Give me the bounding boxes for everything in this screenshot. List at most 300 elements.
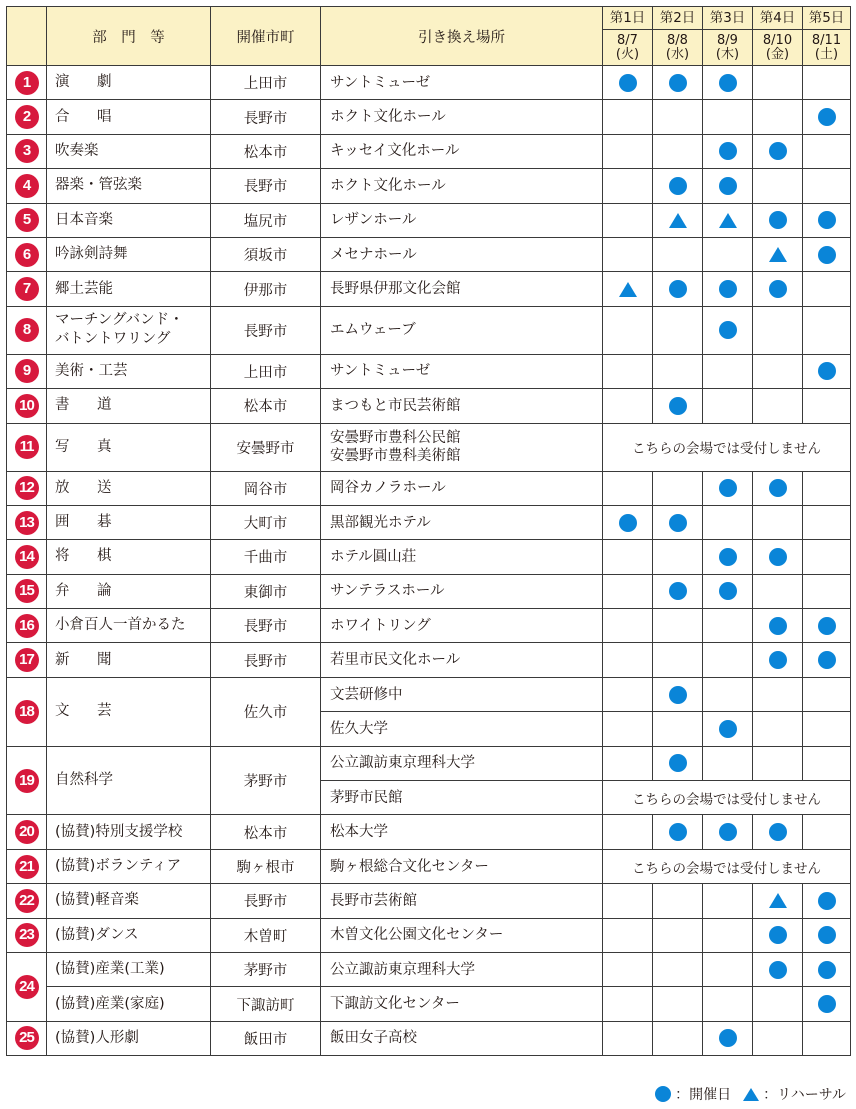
triangle-icon xyxy=(769,247,787,262)
day-cell xyxy=(803,609,851,643)
day-cell xyxy=(653,540,703,574)
table-row xyxy=(7,237,851,271)
header-day-label: 第2日 xyxy=(653,7,703,30)
dept-cell: 写真 xyxy=(47,423,211,471)
circle-icon xyxy=(719,142,737,160)
place-cell: 駒ヶ根総合文化センター xyxy=(321,849,603,883)
day-cell xyxy=(653,677,703,711)
day-cell xyxy=(703,1021,753,1055)
number-badge: 9 xyxy=(15,359,39,383)
number-cell xyxy=(7,849,47,883)
not-accepted-note: こちらの会場では受付しません xyxy=(603,849,851,883)
number-badge: 17 xyxy=(15,648,39,672)
day-cell xyxy=(603,100,653,134)
city-cell: 駒ヶ根市 xyxy=(211,849,321,883)
day-cell xyxy=(603,712,653,746)
number-cell xyxy=(7,237,47,271)
circle-icon xyxy=(669,582,687,600)
day-cell xyxy=(603,677,653,711)
circle-icon xyxy=(818,246,836,264)
day-cell xyxy=(803,540,851,574)
table-row xyxy=(7,746,851,780)
day-cell xyxy=(653,354,703,388)
circle-icon xyxy=(818,995,836,1013)
day-cell xyxy=(703,134,753,168)
number-badge: 25 xyxy=(15,1026,39,1050)
dept-cell: (協賛)ボランティア xyxy=(47,849,211,883)
place-cell: 茅野市民館 xyxy=(321,781,603,815)
place-cell: ホテル圓山荘 xyxy=(321,540,603,574)
city-cell: 佐久市 xyxy=(211,677,321,746)
place-cell: 岡谷カノラホール xyxy=(321,471,603,505)
triangle-icon xyxy=(743,1088,759,1101)
dept-cell: (協賛)人形劇 xyxy=(47,1021,211,1055)
circle-icon xyxy=(669,823,687,841)
day-cell xyxy=(753,574,803,608)
day-cell xyxy=(803,884,851,918)
circle-icon xyxy=(669,514,687,532)
number-badge: 21 xyxy=(15,855,39,879)
number-badge: 1 xyxy=(15,71,39,95)
number-cell xyxy=(7,746,47,815)
day-cell xyxy=(753,712,803,746)
day-cell xyxy=(803,677,851,711)
day-cell xyxy=(653,987,703,1021)
table-row xyxy=(7,849,851,883)
number-cell xyxy=(7,169,47,203)
dept-line: バトントワリング xyxy=(55,331,171,348)
day-cell xyxy=(653,100,703,134)
place-cell: 公立諏訪東京理科大学 xyxy=(321,952,603,986)
day-cell xyxy=(803,389,851,423)
circle-icon xyxy=(818,926,836,944)
number-cell xyxy=(7,643,47,677)
table-row xyxy=(7,306,851,354)
city-cell: 安曇野市 xyxy=(211,423,321,471)
city-cell: 松本市 xyxy=(211,389,321,423)
day-cell xyxy=(753,100,803,134)
day-cell xyxy=(603,237,653,271)
number-badge: 22 xyxy=(15,889,39,913)
day-cell xyxy=(603,609,653,643)
circle-icon xyxy=(655,1086,671,1102)
day-cell xyxy=(653,66,703,100)
day-cell xyxy=(753,884,803,918)
number-cell xyxy=(7,1021,47,1055)
day-cell xyxy=(753,677,803,711)
day-cell xyxy=(653,169,703,203)
day-cell xyxy=(653,1021,703,1055)
place-cell: 文芸研修中 xyxy=(321,677,603,711)
day-cell xyxy=(753,1021,803,1055)
day-cell xyxy=(703,66,753,100)
circle-icon xyxy=(818,961,836,979)
dept-cell: (協賛)産業(工業) xyxy=(47,952,211,986)
number-badge: 7 xyxy=(15,277,39,301)
number-badge: 11 xyxy=(15,435,39,459)
circle-icon xyxy=(769,548,787,566)
date-text: 8/9 xyxy=(717,32,738,48)
table-body xyxy=(7,66,851,1056)
city-cell: 須坂市 xyxy=(211,237,321,271)
dept-cell: (協賛)軽音楽 xyxy=(47,884,211,918)
day-cell xyxy=(653,306,703,354)
number-cell xyxy=(7,423,47,471)
day-cell xyxy=(603,815,653,849)
city-cell: 大町市 xyxy=(211,505,321,539)
circle-icon xyxy=(719,582,737,600)
day-cell xyxy=(703,987,753,1021)
day-cell xyxy=(803,354,851,388)
circle-icon xyxy=(769,651,787,669)
date-text: 8/10 xyxy=(762,32,793,48)
day-cell xyxy=(803,169,851,203)
header-place: 引き換え場所 xyxy=(321,7,603,66)
day-cell xyxy=(803,237,851,271)
table-row xyxy=(7,134,851,168)
circle-icon xyxy=(669,74,687,92)
day-cell xyxy=(603,1021,653,1055)
day-cell xyxy=(803,643,851,677)
circle-icon xyxy=(818,892,836,910)
weekday-text: (水) xyxy=(665,46,690,62)
date-text: 8/8 xyxy=(667,32,688,48)
number-badge: 19 xyxy=(15,769,39,793)
day-cell xyxy=(703,389,753,423)
day-cell xyxy=(653,712,703,746)
day-cell xyxy=(703,306,753,354)
dept-cell: (協賛)産業(家庭) xyxy=(47,987,211,1021)
day-cell xyxy=(653,471,703,505)
dept-cell: 新聞 xyxy=(47,643,211,677)
day-cell xyxy=(703,100,753,134)
city-cell: 長野市 xyxy=(211,884,321,918)
triangle-icon xyxy=(719,213,737,228)
number-cell xyxy=(7,918,47,952)
day-cell xyxy=(703,471,753,505)
dept-cell: 小倉百人一首かるた xyxy=(47,609,211,643)
circle-icon xyxy=(719,280,737,298)
day-cell xyxy=(753,815,803,849)
day-cell xyxy=(803,574,851,608)
city-cell: 長野市 xyxy=(211,100,321,134)
place-cell: 長野市芸術館 xyxy=(321,884,603,918)
day-cell xyxy=(803,918,851,952)
circle-icon xyxy=(719,479,737,497)
table-row xyxy=(7,66,851,100)
number-badge: 12 xyxy=(15,476,39,500)
dept-cell: 文芸 xyxy=(47,677,211,746)
day-cell xyxy=(803,952,851,986)
dept-cell: 演劇 xyxy=(47,66,211,100)
day-cell xyxy=(703,952,753,986)
circle-icon xyxy=(769,617,787,635)
table-row xyxy=(7,918,851,952)
number-cell xyxy=(7,505,47,539)
day-cell xyxy=(603,918,653,952)
city-cell: 東御市 xyxy=(211,574,321,608)
day-cell xyxy=(703,884,753,918)
day-cell xyxy=(753,505,803,539)
city-cell: 長野市 xyxy=(211,306,321,354)
number-badge: 5 xyxy=(15,208,39,232)
day-cell xyxy=(803,306,851,354)
day-cell xyxy=(703,609,753,643)
circle-icon xyxy=(818,362,836,380)
place-cell: サントミューゼ xyxy=(321,354,603,388)
table-row xyxy=(7,203,851,237)
date-text: 8/7 xyxy=(617,32,638,48)
number-badge: 24 xyxy=(15,975,39,999)
day-cell xyxy=(703,354,753,388)
place-cell: サントミューゼ xyxy=(321,66,603,100)
dept-cell: 吹奏楽 xyxy=(47,134,211,168)
table-row xyxy=(7,815,851,849)
day-cell xyxy=(703,746,753,780)
day-cell xyxy=(753,203,803,237)
day-cell xyxy=(603,66,653,100)
weekday-text: (金) xyxy=(765,46,790,62)
circle-icon xyxy=(619,74,637,92)
circle-icon xyxy=(719,548,737,566)
day-cell xyxy=(803,471,851,505)
number-cell xyxy=(7,203,47,237)
header-day-date xyxy=(603,30,653,66)
table-row xyxy=(7,884,851,918)
place-cell: 木曽文化公園文化センター xyxy=(321,918,603,952)
number-badge: 6 xyxy=(15,243,39,267)
number-badge: 14 xyxy=(15,545,39,569)
place-cell: ホワイトリング xyxy=(321,609,603,643)
day-cell xyxy=(803,100,851,134)
place-cell: 公立諏訪東京理科大学 xyxy=(321,746,603,780)
dept-cell: (協賛)ダンス xyxy=(47,918,211,952)
triangle-icon xyxy=(769,893,787,908)
day-cell xyxy=(753,918,803,952)
number-cell xyxy=(7,609,47,643)
day-cell xyxy=(753,987,803,1021)
day-cell xyxy=(753,389,803,423)
number-badge: 18 xyxy=(15,700,39,724)
dept-cell: 美術・工芸 xyxy=(47,354,211,388)
circle-icon xyxy=(769,142,787,160)
table-row xyxy=(7,354,851,388)
dept-cell: (協賛)特別支援学校 xyxy=(47,815,211,849)
place-cell: 佐久大学 xyxy=(321,712,603,746)
header-day-date xyxy=(803,30,851,66)
table-row xyxy=(7,272,851,306)
schedule-table xyxy=(6,6,851,1056)
day-cell xyxy=(703,237,753,271)
dept-cell: 放送 xyxy=(47,471,211,505)
circle-icon xyxy=(769,961,787,979)
day-cell xyxy=(653,203,703,237)
day-cell xyxy=(653,952,703,986)
number-badge: 13 xyxy=(15,511,39,535)
table-row xyxy=(7,389,851,423)
day-cell xyxy=(653,389,703,423)
number-cell xyxy=(7,884,47,918)
city-cell: 茅野市 xyxy=(211,952,321,986)
table-row xyxy=(7,574,851,608)
table-row xyxy=(7,677,851,711)
place-cell: 下諏訪文化センター xyxy=(321,987,603,1021)
day-cell xyxy=(703,505,753,539)
place-cell: サンテラスホール xyxy=(321,574,603,608)
table-row xyxy=(7,169,851,203)
weekday-text: (土) xyxy=(814,46,839,62)
place-cell: エムウェーブ xyxy=(321,306,603,354)
circle-icon xyxy=(818,651,836,669)
header-number-cell xyxy=(7,7,47,66)
day-cell xyxy=(653,746,703,780)
number-cell xyxy=(7,389,47,423)
dept-cell: 弁論 xyxy=(47,574,211,608)
not-accepted-note: こちらの会場では受付しません xyxy=(603,423,851,471)
header-day-label: 第5日 xyxy=(803,7,851,30)
number-badge: 15 xyxy=(15,579,39,603)
city-cell: 下諏訪町 xyxy=(211,987,321,1021)
circle-icon xyxy=(769,479,787,497)
day-cell xyxy=(753,471,803,505)
day-cell xyxy=(753,169,803,203)
circle-icon xyxy=(669,280,687,298)
number-cell xyxy=(7,471,47,505)
number-cell xyxy=(7,354,47,388)
day-cell xyxy=(603,952,653,986)
header-day-date xyxy=(653,30,703,66)
day-cell xyxy=(703,540,753,574)
header-day-label: 第3日 xyxy=(703,7,753,30)
day-cell xyxy=(603,746,653,780)
city-cell: 松本市 xyxy=(211,134,321,168)
dept-line: マーチングバンド・ xyxy=(55,312,184,329)
circle-icon xyxy=(669,397,687,415)
circle-icon xyxy=(719,720,737,738)
circle-icon xyxy=(669,686,687,704)
legend xyxy=(655,1084,846,1104)
place-cell: ホクト文化ホール xyxy=(321,100,603,134)
city-cell: 長野市 xyxy=(211,643,321,677)
header-day-date xyxy=(703,30,753,66)
legend-rehearsal-label: ：リハーサル xyxy=(763,1087,846,1103)
day-cell xyxy=(603,306,653,354)
place-cell: 松本大学 xyxy=(321,815,603,849)
circle-icon xyxy=(818,211,836,229)
day-cell xyxy=(653,815,703,849)
place-cell: 黒部観光ホテル xyxy=(321,505,603,539)
city-cell: 長野市 xyxy=(211,169,321,203)
table-row xyxy=(7,609,851,643)
day-cell xyxy=(653,574,703,608)
day-cell xyxy=(653,134,703,168)
weekday-text: (木) xyxy=(715,46,740,62)
day-cell xyxy=(603,505,653,539)
dept-cell: 自然科学 xyxy=(47,746,211,815)
number-badge: 2 xyxy=(15,105,39,129)
table-row xyxy=(7,471,851,505)
number-cell xyxy=(7,815,47,849)
city-cell: 上田市 xyxy=(211,66,321,100)
day-cell xyxy=(603,134,653,168)
number-badge: 10 xyxy=(15,394,39,418)
day-cell xyxy=(703,677,753,711)
day-cell xyxy=(603,540,653,574)
day-cell xyxy=(753,272,803,306)
city-cell: 松本市 xyxy=(211,815,321,849)
number-badge: 3 xyxy=(15,139,39,163)
day-cell xyxy=(653,505,703,539)
day-cell xyxy=(603,272,653,306)
day-cell xyxy=(753,354,803,388)
day-cell xyxy=(653,609,703,643)
circle-icon xyxy=(719,321,737,339)
circle-icon xyxy=(669,754,687,772)
city-cell: 飯田市 xyxy=(211,1021,321,1055)
number-badge: 4 xyxy=(15,174,39,198)
place-cell: メセナホール xyxy=(321,237,603,271)
day-cell xyxy=(603,987,653,1021)
circle-icon xyxy=(818,108,836,126)
circle-icon xyxy=(719,823,737,841)
day-cell xyxy=(753,643,803,677)
day-cell xyxy=(603,884,653,918)
day-cell xyxy=(703,643,753,677)
city-cell: 木曽町 xyxy=(211,918,321,952)
header-day-date xyxy=(753,30,803,66)
dept-cell: 日本音楽 xyxy=(47,203,211,237)
not-accepted-note: こちらの会場では受付しません xyxy=(603,781,851,815)
day-cell xyxy=(803,987,851,1021)
place-cell: キッセイ文化ホール xyxy=(321,134,603,168)
day-cell xyxy=(603,169,653,203)
dept-cell: 書道 xyxy=(47,389,211,423)
city-cell: 千曲市 xyxy=(211,540,321,574)
day-cell xyxy=(753,237,803,271)
day-cell xyxy=(653,884,703,918)
day-cell xyxy=(703,815,753,849)
table-row xyxy=(7,952,851,986)
date-text: 8/11 xyxy=(811,32,842,48)
place-cell xyxy=(321,423,603,471)
weekday-text: (火) xyxy=(615,46,640,62)
circle-icon xyxy=(669,177,687,195)
place-cell: 飯田女子高校 xyxy=(321,1021,603,1055)
circle-icon xyxy=(719,177,737,195)
day-cell xyxy=(703,574,753,608)
circle-icon xyxy=(769,926,787,944)
day-cell xyxy=(703,712,753,746)
number-cell xyxy=(7,306,47,354)
day-cell xyxy=(603,643,653,677)
place-cell: 若里市民文化ホール xyxy=(321,643,603,677)
dept-cell: 将棋 xyxy=(47,540,211,574)
table-row xyxy=(7,505,851,539)
table-row xyxy=(7,100,851,134)
header-city: 開催市町 xyxy=(211,7,321,66)
table-row xyxy=(7,643,851,677)
circle-icon xyxy=(619,514,637,532)
table-row xyxy=(7,423,851,471)
day-cell xyxy=(603,354,653,388)
table-row xyxy=(7,540,851,574)
header-day-label: 第1日 xyxy=(603,7,653,30)
circle-icon xyxy=(769,823,787,841)
table-row xyxy=(7,987,851,1021)
number-cell xyxy=(7,134,47,168)
day-cell xyxy=(603,203,653,237)
number-cell xyxy=(7,540,47,574)
